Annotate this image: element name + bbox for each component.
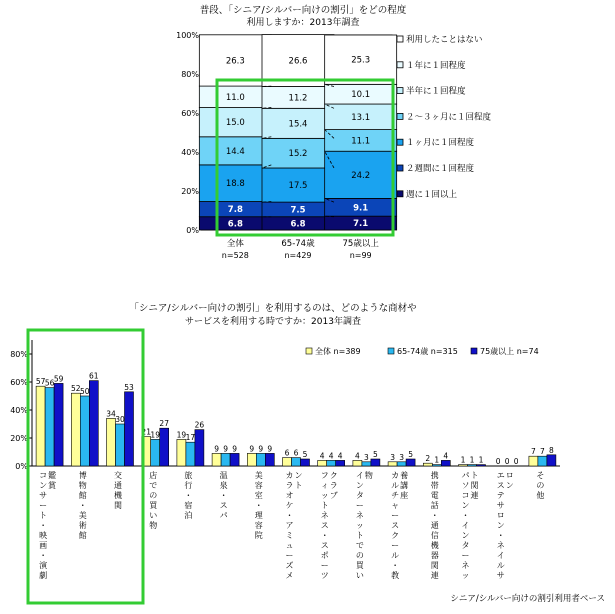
chart2-bar (423, 463, 432, 466)
chart2-bar-value: 5 (408, 450, 413, 459)
chart1-y-tick-label: 40% (181, 148, 199, 157)
chart2-bar (362, 462, 371, 466)
chart1-segment-label: 13.1 (351, 112, 371, 123)
chart1-legend (397, 34, 492, 200)
chart2-category-label: ト関連 (470, 471, 479, 500)
chart2-category-label: カルチャースクール・教 (391, 471, 400, 580)
chart1-legend-swatch (397, 191, 403, 197)
chart2-bar-value: 53 (124, 382, 134, 392)
chart2-bar (459, 465, 468, 466)
chart2-legend (306, 346, 539, 356)
chart2-category-label: ント (294, 471, 303, 490)
chart2-category-label: 博物館・美術館 (78, 471, 87, 540)
chart2-bar-value: 0 (495, 457, 501, 466)
chart1-segment-label: 11.0 (225, 92, 245, 103)
chart2-bar-value: 17 (185, 433, 196, 443)
chart1-y-tick-label: 0% (186, 226, 199, 235)
chart2-bar (107, 418, 116, 466)
chart1-legend-swatch (397, 113, 403, 119)
chart2-category-label: ロン (505, 471, 514, 490)
chart2-bar-value: 57 (35, 377, 46, 387)
discount-usage-category-chart (10, 302, 605, 604)
chart2-category-label: インターネットでの買い (355, 471, 364, 580)
chart2-category-label: フィットネス・スポーツ (320, 471, 329, 580)
chart2-bar (353, 460, 362, 466)
chart2-bar-value: 4 (355, 451, 360, 461)
chart2-bar-value: 5 (373, 450, 378, 459)
chart2-bar-value: 9 (223, 444, 228, 454)
chart2-legend-swatch (306, 348, 312, 354)
chart2-category-label: 旅行・宿泊 (184, 471, 193, 520)
chart2-bar (195, 430, 204, 466)
chart2-bar-value: 1 (434, 455, 440, 465)
chart1-legend-swatch (397, 62, 403, 68)
chart2-bar-value: 9 (249, 444, 255, 454)
chart2-bar (230, 453, 239, 466)
chart2-y-tick-label: 0% (15, 462, 28, 471)
chart2-bar (89, 381, 98, 466)
chart2-bar-value: 2 (425, 454, 431, 464)
chart1-segment-label: 15.2 (288, 149, 308, 160)
chart1-segment-label: 18.8 (225, 179, 245, 190)
chart2-y-tick-label: 40% (10, 406, 28, 415)
chart2-bar-value: 1 (469, 455, 475, 465)
chart2-bar-value: 4 (319, 451, 325, 461)
chart2-bar (468, 465, 477, 466)
chart1-legend-label: 半年に１回程度 (406, 86, 466, 97)
chart2-bar (186, 442, 195, 466)
chart2-bar-value: 3 (364, 452, 369, 462)
chart1-legend-label: 利用したことはない (406, 35, 483, 45)
chart2-bar-value: 3 (399, 452, 404, 462)
chart2-bar (336, 460, 345, 466)
chart2-bar (177, 439, 186, 466)
chart2-bar-value: 7 (531, 447, 536, 457)
chart2-bar (256, 453, 265, 466)
chart2-bar (371, 459, 380, 466)
chart2-bar (388, 462, 397, 466)
chart1-segment-label: 7.1 (353, 219, 369, 230)
chart1-legend-swatch (397, 139, 403, 145)
chart2-bar-value: 7 (540, 447, 545, 457)
chart2-bar-value: 6 (284, 448, 290, 458)
chart1-segment-label: 6.8 (290, 219, 306, 230)
chart2-category-label: パソコン・インターネッ (461, 471, 470, 580)
chart2-bar (529, 456, 538, 466)
chart2-bar-value: 6 (293, 448, 299, 458)
chart2-category-label: 携帯電話・通信機器関連 (430, 471, 439, 580)
chart2-bar (406, 459, 415, 466)
chart2-category-label: エステサロン・ネイルサ (496, 471, 505, 580)
chart1-bars (199, 35, 396, 230)
chart1-category-n: n=528 (221, 251, 249, 260)
chart1-category-n: n=429 (284, 251, 312, 260)
chart2-subtitle: サービスを利用する時ですか：2013年調査 (185, 317, 361, 327)
chart2-bar (116, 424, 125, 466)
chart2-bar-value: 0 (504, 457, 510, 466)
chart1-segment-label: 15.0 (225, 118, 245, 129)
chart2-category-label: カラオケ・アミューズメ (285, 471, 294, 580)
chart1-segment-label: 26.6 (288, 56, 308, 67)
chart2-bar-value: 56 (44, 378, 55, 388)
chart2-bar-value: 4 (443, 451, 449, 461)
chart2-bar-value: 1 (460, 455, 466, 465)
chart2-category-label: 美容室・理容院 (254, 471, 263, 540)
chart2-footnote: シニア/シルバー向けの割引利用者ベース (450, 594, 605, 604)
chart1-segment-label: 17.5 (288, 181, 308, 192)
chart2-category-label: コンサート・映画・演劇 (39, 471, 48, 580)
chart2-bar (221, 453, 230, 466)
chart2-category-label: 温泉・スパ (219, 471, 228, 520)
chart2-bar (265, 453, 274, 466)
chart1-y-tick-label: 100% (176, 31, 199, 40)
chart2-bar-value: 21 (141, 427, 151, 437)
chart1-legend-label: １年に１回程度 (406, 60, 466, 71)
chart2-bar-value: 4 (337, 451, 343, 461)
chart2-category-label: 交通機関 (114, 471, 122, 510)
chart2-bar-value: 61 (89, 371, 99, 381)
chart2-bar-value: 34 (106, 409, 116, 419)
chart2-title: 「シニア/シルバー向けの割引」を利用するのは、どのような商材や (129, 303, 417, 314)
chart2-bar (125, 392, 134, 466)
chart2-bar-value: 30 (115, 415, 125, 424)
chart2-bar-value: 4 (328, 451, 334, 461)
chart1-segment-label: 10.1 (351, 90, 371, 101)
chart2-bar-value: 59 (53, 374, 64, 384)
chart2-bar (441, 460, 450, 466)
chart2-bar (292, 458, 301, 466)
chart2-legend-swatch (388, 348, 394, 354)
chart2-bar (36, 386, 45, 466)
chart1-segment-label: 14.4 (225, 146, 245, 157)
chart2-category-label: 物 (364, 471, 373, 480)
chart2-bar (151, 439, 160, 466)
chart1-segment-label: 26.3 (225, 56, 245, 67)
chart2-bar (247, 453, 256, 466)
chart2-bar (477, 465, 486, 466)
chart2-bar-value: 52 (71, 384, 81, 394)
chart2-bar-value: 27 (159, 419, 169, 429)
chart1-y-tick-label: 80% (181, 70, 199, 79)
chart2-bar (160, 428, 169, 466)
chart2-y-tick-label: 80% (10, 350, 28, 359)
chart1-category-label: 75歳以上 (342, 239, 379, 249)
chart2-category-label: その他 (536, 471, 545, 500)
chart1-legend-label: ２～３ヶ月に１回程度 (406, 112, 492, 123)
chart2-bar (283, 458, 292, 466)
chart1-legend-label: １ヶ月に１回程度 (406, 138, 475, 149)
chart2-legend-label: 全体 n=389 (315, 347, 361, 356)
chart2-category-label: クラブ (329, 471, 338, 500)
chart1-segment-label: 7.5 (290, 205, 306, 216)
chart1-legend-swatch (397, 88, 403, 94)
chart1-legend-swatch (397, 36, 403, 42)
chart1-legend-label: 週に１回以上 (406, 189, 458, 200)
chart1-y-tick-label: 20% (181, 187, 199, 196)
chart2-bar (54, 383, 63, 466)
chart2-category-label: 店での買い物 (149, 471, 158, 530)
chart2-bars (36, 372, 556, 466)
chart2-bar-value: 9 (232, 444, 237, 454)
chart2-bar (301, 459, 310, 466)
chart2-bar (397, 462, 406, 466)
chart2-legend-label: 75歳以上 n=74 (480, 347, 539, 356)
chart2-bar (318, 460, 327, 466)
chart2-bar-value: 50 (80, 387, 90, 396)
chart2-bar (327, 460, 336, 466)
chart2-bar-value: 3 (390, 452, 395, 462)
chart2-y-tick-label: 20% (10, 434, 28, 443)
chart2-legend-swatch (471, 348, 477, 354)
chart2-bar-value: 9 (214, 444, 219, 454)
chart2-category-label: 鑑賞 (48, 471, 57, 490)
chart1-segment-label: 11.2 (288, 93, 308, 104)
chart2-bar (212, 453, 221, 466)
chart1-y-tick-label: 60% (181, 109, 199, 118)
chart1-segment-label: 11.1 (351, 136, 371, 147)
chart1-category-label: 65-74歳 (281, 239, 315, 249)
chart1-title: 普段、「シニア/シルバー向けの割引」をどの程度 (199, 5, 407, 16)
chart2-bar-value: 19 (150, 430, 160, 440)
chart1-segment-label: 24.2 (351, 170, 371, 181)
chart2-category-label: 養講座 (400, 471, 409, 500)
chart1-legend-label: ２週間に１回程度 (406, 164, 475, 174)
chart1-subtitle: 利用しますか：2013年調査 (246, 18, 360, 28)
chart1-segment-label: 9.1 (353, 203, 369, 214)
chart1-segment-label: 15.4 (288, 119, 308, 130)
chart2-bar-value: 0 (513, 457, 519, 466)
chart1-segment-label: 6.8 (227, 219, 243, 230)
chart1-segment-label: 25.3 (351, 55, 371, 66)
chart1-segment-label: 7.8 (227, 205, 243, 216)
chart2-bar-value: 9 (267, 444, 273, 454)
chart2-bar-value: 5 (302, 450, 308, 459)
chart2-bar-value: 1 (478, 455, 484, 465)
chart2-bar (71, 393, 80, 466)
chart2-bar-value: 26 (194, 420, 205, 430)
chart2-y-tick-label: 60% (10, 378, 28, 387)
chart2-bar-value: 8 (549, 445, 554, 455)
chart1-legend-swatch (397, 165, 403, 171)
chart2-bar (538, 456, 547, 466)
chart2-category-labels (39, 470, 544, 580)
chart2-bar (547, 455, 556, 466)
chart2-bar (80, 396, 89, 466)
chart2-legend-label: 65-74歳 n=315 (397, 347, 458, 356)
chart2-bar-value: 9 (258, 444, 264, 454)
chart2-bar-value: 19 (176, 430, 187, 440)
stacked-usage-chart (176, 4, 491, 260)
chart2-bar (45, 388, 54, 466)
chart2-bar (432, 465, 441, 466)
chart1-category-label: 全体 (226, 239, 244, 249)
chart1-category-n: n=99 (349, 251, 372, 260)
